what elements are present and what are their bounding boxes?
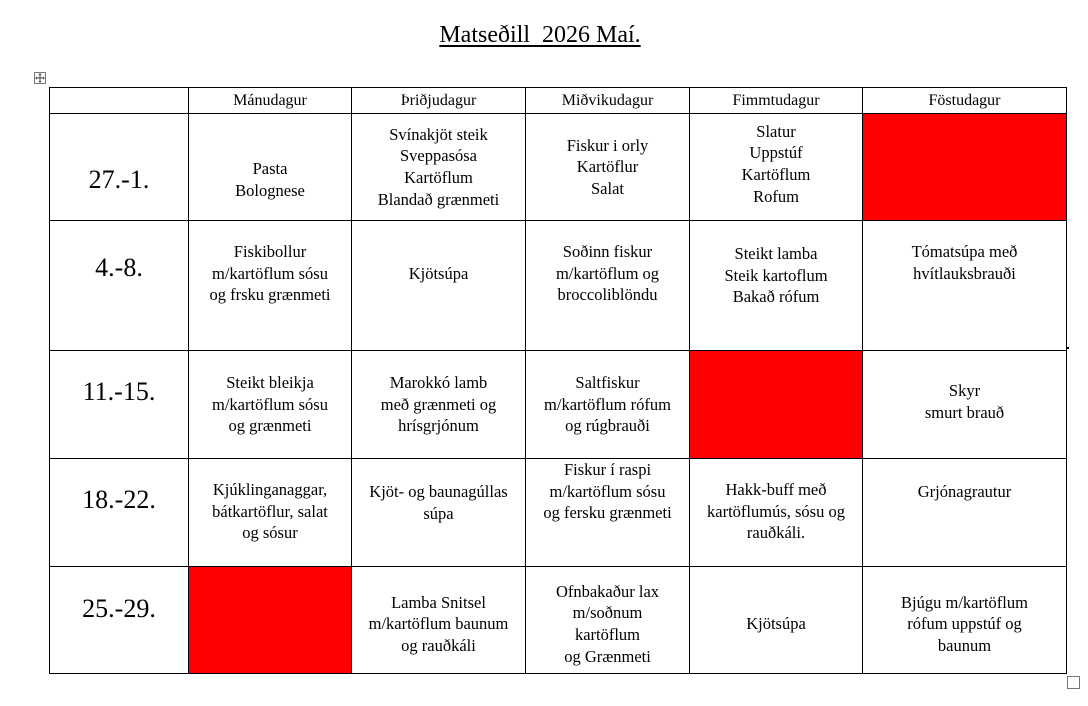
meal-line: rauðkáli. — [746, 523, 806, 543]
meal-line: Bakað rófum — [732, 287, 820, 307]
edge-mark — [1067, 347, 1069, 349]
week-label-cell — [50, 114, 189, 221]
meal-line: broccoliblöndu — [557, 285, 658, 305]
meal-cell — [690, 221, 863, 351]
day-header: Föstudagur — [863, 88, 1067, 114]
week-row — [50, 221, 1067, 351]
meal-line: Fiskur í raspi — [563, 460, 652, 479]
week-label-cell — [50, 567, 189, 674]
meal-line: m/kartöflum rófum — [544, 394, 671, 414]
week-label-cell — [50, 221, 189, 351]
meal-line: Tómatsúpa með — [911, 242, 1018, 261]
meal-line: Kjötsúpa — [408, 264, 469, 283]
meal-line: baunum — [937, 635, 992, 655]
meal-line: hrísgrjónum — [398, 416, 479, 436]
meal-line: m/kartöflum sósu — [212, 263, 328, 283]
meal-line: Uppstúf — [749, 143, 803, 163]
meal-cell — [690, 567, 863, 674]
week-row — [50, 351, 1067, 459]
meal-line: rófum uppstúf og — [907, 614, 1022, 634]
four-arrows-move-icon — [35, 73, 45, 83]
table-move-handle[interactable] — [34, 72, 46, 84]
meal-line: Steikt bleikja — [226, 373, 314, 393]
meal-line: Marokkó lamb — [389, 373, 488, 393]
meal-line: hvítlauksbrauði — [913, 263, 1016, 283]
meal-cell — [189, 114, 352, 221]
meal-cell — [189, 351, 352, 459]
meal-line: og fersku grænmeti — [543, 503, 672, 523]
meal-cell — [352, 459, 526, 567]
meal-line: Fiskibollur — [233, 242, 307, 261]
meal-cell — [352, 567, 526, 674]
meal-line: Kjúklinganaggar, — [212, 480, 328, 499]
day-header: Þriðjudagur — [352, 88, 526, 114]
meal-cell — [352, 351, 526, 459]
meal-line: m/kartöflum sósu — [549, 481, 666, 501]
meal-line: Grjónagrautur — [917, 482, 1012, 501]
header-row — [50, 88, 1067, 114]
week-row — [50, 567, 1067, 674]
meal-line: Svínakjöt steik — [389, 124, 488, 144]
meal-line: og grænmeti — [228, 416, 312, 436]
meal-line: Blandað grænmeti — [377, 189, 500, 209]
menu-table — [49, 87, 1067, 674]
meal-line: Hakk-buff með — [725, 480, 827, 499]
meal-line: kartöflumús, sósu og — [707, 501, 845, 521]
meal-line: m/kartöflum sósu — [212, 394, 328, 414]
week-label: 27.-1. — [88, 165, 150, 194]
meal-cell — [526, 221, 690, 351]
week-label-cell — [50, 459, 189, 567]
meal-line: Saltfiskur — [575, 373, 640, 393]
document-title: Matseðill 2026 Maí. — [439, 22, 641, 48]
meal-line: Slatur — [756, 121, 796, 141]
meal-line: og sósur — [242, 523, 298, 543]
corner-cell — [50, 88, 189, 114]
meal-cell — [189, 459, 352, 567]
meal-cell — [352, 114, 526, 221]
closed-day-cell — [189, 567, 352, 674]
meal-line: og frsku grænmeti — [209, 285, 331, 305]
meal-line: m/kartöflum og — [555, 263, 660, 283]
meal-line: Lamba Snitsel — [391, 592, 486, 612]
meal-line: og rúgbrauði — [565, 416, 650, 436]
meal-cell — [863, 459, 1067, 567]
table-resize-handle[interactable] — [1067, 676, 1080, 689]
meal-cell — [352, 221, 526, 351]
meal-cell — [526, 459, 690, 567]
meal-line: með grænmeti og — [380, 394, 497, 414]
meal-line: Steik kartoflum — [724, 265, 828, 285]
meal-line: kartöflum — [574, 625, 641, 644]
day-header: Miðvikudagur — [526, 88, 690, 114]
meal-line: bátkartöflur, salat — [212, 501, 328, 521]
day-header: Fimmtudagur — [690, 88, 863, 114]
meal-line: Bolognese — [235, 181, 305, 200]
week-label: 11.-15. — [82, 376, 156, 406]
meal-line: Steikt lamba — [734, 244, 818, 263]
meal-line: Sveppasósa — [400, 146, 477, 166]
meal-line: m/kartöflum baunum — [368, 614, 509, 634]
meal-line: Bjúgu m/kartöflum — [901, 592, 1028, 612]
meal-cell — [863, 567, 1067, 674]
meal-line: og rauðkáli — [401, 635, 476, 655]
meal-cell — [863, 351, 1067, 459]
week-label: 18.-22. — [82, 484, 156, 514]
meal-line: m/soðnum — [572, 603, 643, 623]
meal-cell — [690, 114, 863, 221]
meal-line: Fiskur i orly — [566, 135, 649, 155]
meal-cell — [526, 351, 690, 459]
closed-day-cell — [863, 114, 1067, 221]
meal-cell — [189, 221, 352, 351]
meal-line: Kjöt- og baunagúllas — [369, 482, 508, 501]
meal-line: smurt brauð — [924, 402, 1005, 422]
meal-cell — [526, 114, 690, 221]
meal-line: Salat — [591, 178, 624, 198]
meal-line: og Grænmeti — [564, 646, 651, 666]
meal-cell — [863, 221, 1067, 351]
meal-line: Kartöflur — [576, 157, 639, 177]
meal-line: súpa — [423, 503, 454, 523]
meal-line: Kartöflum — [404, 168, 473, 187]
week-row — [50, 114, 1067, 221]
meal-line: Soðinn fiskur — [562, 242, 653, 261]
meal-cell — [690, 459, 863, 567]
week-label: 4.-8. — [95, 252, 143, 282]
week-label: 25.-29. — [82, 594, 156, 623]
meal-line: Rofum — [753, 186, 799, 206]
day-header: Mánudagur — [189, 88, 352, 114]
week-row — [50, 459, 1067, 567]
week-label-cell — [50, 351, 189, 459]
meal-cell — [526, 567, 690, 674]
meal-line: Skyr — [948, 380, 981, 400]
meal-line: Pasta — [252, 159, 288, 179]
meal-line: Kartöflum — [741, 165, 811, 184]
meal-line: Ofnbakaður lax — [555, 581, 660, 601]
meal-line: Kjötsúpa — [746, 614, 806, 634]
closed-day-cell — [690, 351, 863, 459]
